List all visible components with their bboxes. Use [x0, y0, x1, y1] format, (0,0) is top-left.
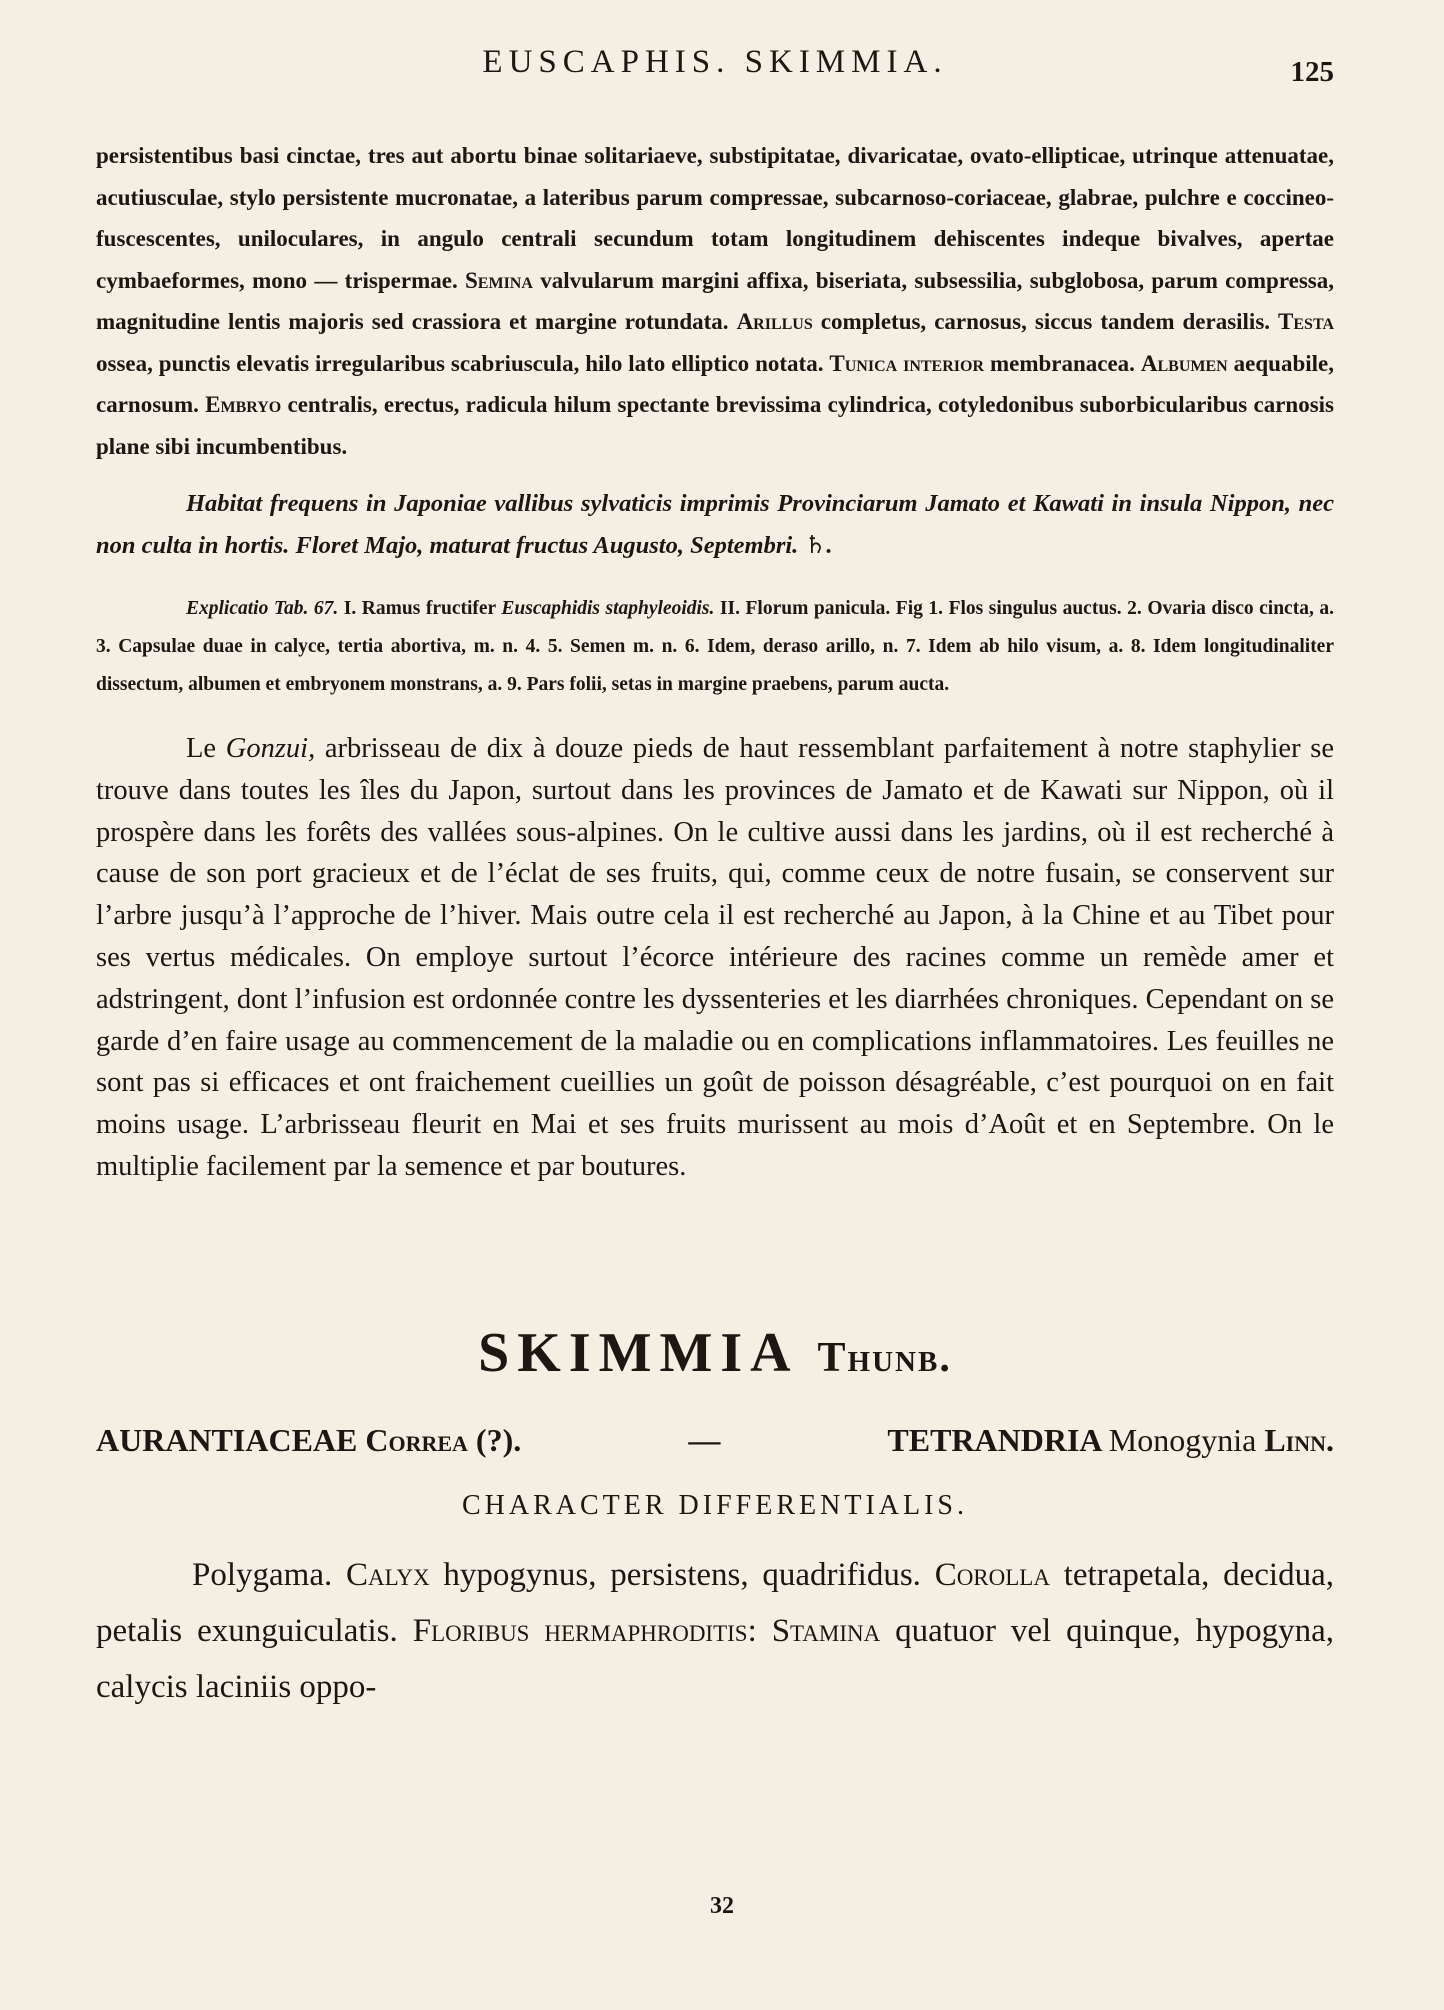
running-head-title: EUSCAPHIS. SKIMMIA.: [482, 44, 948, 80]
calyx-label: Calyx: [346, 1556, 430, 1593]
vernacular-name: Gonzui,: [225, 733, 316, 764]
character-text: quatuor vel quinque, hypogyna, calycis laciniis oppo-: [96, 1612, 1335, 1705]
page-number: 125: [1290, 56, 1334, 88]
arillus-label: Arillus: [736, 309, 813, 334]
latin-text: valvularum margini affixa, biseriata, subsessilia, subglobosa, parum compressa, magnitudine lentis majoris sed crassiora et margine rotundata.: [96, 267, 1334, 334]
latin-text: ossea, punctis elevatis irregularibus scabriuscula, hilo lato elliptico notata.: [96, 350, 830, 376]
running-head: [96, 0, 1334, 135]
floribus-label: Floribus hermaphroditis:: [412, 1612, 757, 1649]
character-heading: CHARACTER DIFFERENTIALIS.: [461, 1489, 968, 1521]
french-text: arbrisseau de dix à douze pieds de haut ressemblant parfaitement à notre staphylier se trouve dans toutes les îles du Japon, surtout dans les provinces de Jamato et de Kawati sur Nippon, où il prospère dans les forêts des vallées sous-alpines. On le cultive aussi dans les jardins, où il est recherché à cause de son port gracieux et de l’éclat de ses fruits, qui, comme ceux de notre fusain, se conservent sur l’arbre jusqu’à l’approche de l’hiver. Mais outre cela il est recherché au Japon, à la Chine et au Tibet pour ses vertus médicales. On employe surtout l’écorce intérieure des racines comme un remède amer et adstringent, dont l’infusion est ordonnée contre les dyssenteries et les diarrhées chroniques. Cependant on se garde d’en faire usage au commencement de la maladie ou en complications inflammatoires. Les feuilles ne sont pas si efficaces et ont fraichement cueillies un goût de poisson désagréable, c’est pourquoi on en fait moins usage. L’arbrisseau fleurit en Mai et ses fruits murissent au mois d’Août et en Septembre. On le multiplie facilement par la semence et par boutures.: [96, 733, 1334, 1182]
latin-text: completus, carnosus, siccus tandem derasilis.: [812, 309, 1279, 334]
explicatio-text: II. Florum panicula. Fig 1. Flos singulus auctus. 2. Ovaria disco cincta, a. 3. Capsulae duae in calyce, tertia abortiva, m. n. 4. 5. Semen m. n. 6. Idem, deraso arillo, n. 7. Idem ab hilo visum, a. 8. Idem longitudinaliter dissectum, albumen et embryonem monstrans, a. 9. Pars folii, setas in margine praebens, parum aucta.: [96, 598, 1334, 695]
semina-label: Semina: [465, 267, 533, 293]
embryo-label: Embryo: [205, 392, 282, 417]
classification-line: [96, 1415, 1334, 1465]
latin-text: persistentibus basi cinctae, tres aut abortu binae solitariaeve, substipitatae, divaricatae, ovato-ellipticae, utrinque attenuatae, acutiusculae, stylo persistente mucronatae, a lateribus parum compressae, subcarnoso-coriaceae, glabrae, pulchre e coccineo-fuscescentes, uniloculares, in angulo centrali secundum totam longitudinem dehiscentes indeque bivalves, apertae cymbaeformes, mono — trispermae.: [96, 143, 1334, 293]
latin-text: aequabile, carnosum.: [96, 350, 1334, 417]
latin-text: membranacea.: [984, 350, 1141, 376]
tunica-label: Tunica interior: [829, 350, 985, 376]
explicatio-label: Explicatio Tab. 67.: [186, 598, 339, 619]
family-name: AURANTIACEAE Correa (?).: [96, 1421, 522, 1458]
latin-text: centralis, erectus, radicula hilum spectante brevissima cylindrica, cotyledonibus suborbicularibus carnosis plane sibi incumbentibus.: [96, 392, 1334, 459]
character-text: tetrapetala, decidua, petalis exunguiculatis.: [96, 1556, 1334, 1649]
genus-author: Thunb.: [817, 1334, 952, 1381]
character-text: [757, 1613, 772, 1649]
french-description: [96, 728, 1334, 1188]
stamina-label: Stamina: [771, 1612, 881, 1649]
french-text: Le: [186, 733, 226, 764]
plate-explanation: [96, 590, 1334, 704]
explicatio-text: I. Ramus fructifer: [338, 598, 502, 619]
testa-label: Testa: [1278, 309, 1334, 334]
signature-mark: 32: [710, 1893, 734, 1919]
species-name: Euscaphidis staphyleoidis.: [501, 598, 715, 619]
albumen-label: Albumen: [1140, 350, 1228, 376]
corolla-label: Corolla: [934, 1556, 1050, 1593]
character-paragraph: [96, 1547, 1334, 1715]
habitat-paragraph: Habitat frequens in Japoniae vallibus sylvaticis imprimis Provinciarum Jamato et Kawati in insula Nippon, nec non culta in hortis. Floret Majo, maturat fructus Augusto, Septembri. ♄.: [96, 490, 1334, 559]
genus-heading: [96, 1318, 1334, 1393]
character-text: hypogynus, persistens, quadrifidus.: [429, 1556, 935, 1593]
em-dash: —: [688, 1421, 721, 1458]
latin-description: [96, 135, 1334, 467]
linnaean-class: TETRANDRIA Monogynia Linn.: [887, 1421, 1334, 1458]
character-text: Polygama.: [192, 1556, 346, 1593]
genus-name: SKIMMIA: [478, 1321, 796, 1384]
